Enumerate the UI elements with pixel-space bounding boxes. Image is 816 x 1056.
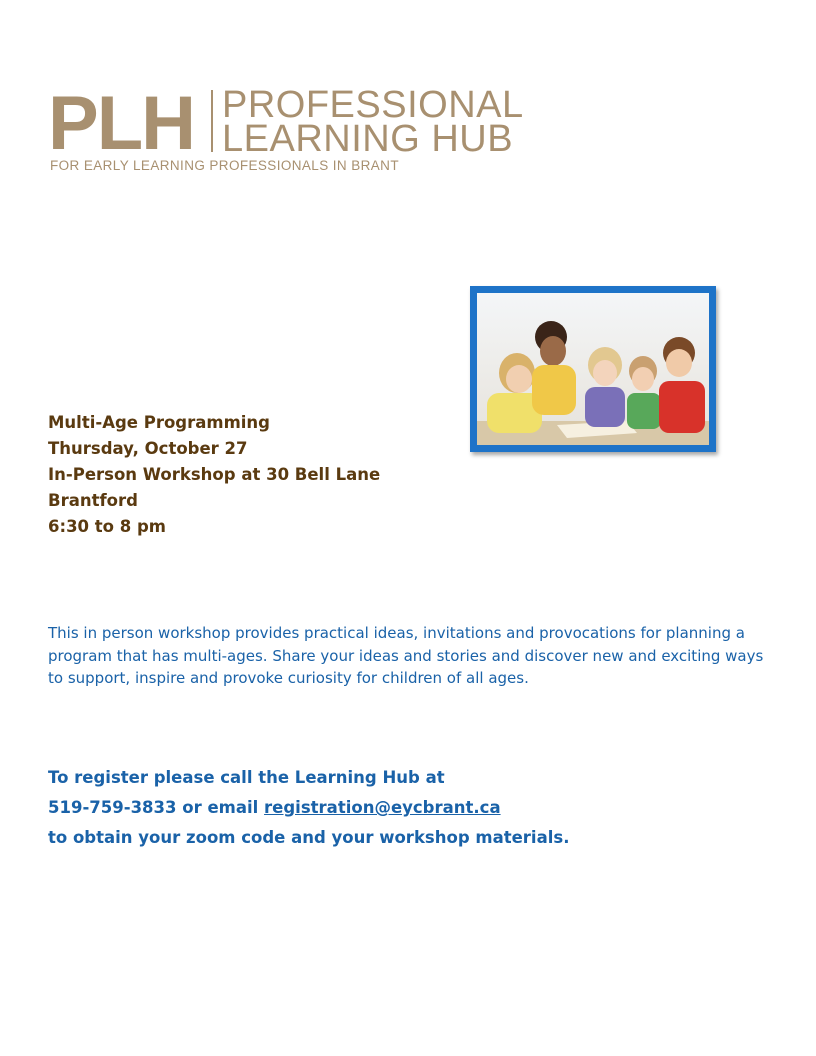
- photo-frame: [470, 286, 716, 452]
- logo-title-line1: PROFESSIONAL: [222, 84, 524, 126]
- event-title: Multi-Age Programming: [48, 413, 270, 432]
- event-time: 6:30 to 8 pm: [48, 517, 166, 536]
- workshop-description: This in person workshop provides practical ideas, invitations and provocations for planning a program that has multi-ages. Share your ideas and stories and discover new and exciting ways to support, inspire and provoke curiosity for children of all ages.: [48, 624, 764, 687]
- logo-abbrev: PLH: [48, 81, 194, 166]
- children-reading-photo: [477, 293, 709, 445]
- logo-title: [222, 84, 524, 160]
- event-details: [48, 410, 380, 540]
- register-line2: [48, 793, 569, 823]
- event-date: Thursday, October 27: [48, 439, 248, 458]
- registration-info: [48, 763, 569, 853]
- event-location: In-Person Workshop at 30 Bell Lane: [48, 465, 381, 484]
- logo-divider: [211, 90, 213, 152]
- register-line3: to obtain your zoom code and your workshop materials.: [48, 828, 570, 847]
- logo-title-line2: LEARNING HUB: [222, 118, 514, 160]
- logo-tagline: FOR EARLY LEARNING PROFESSIONALS IN BRANT: [50, 158, 399, 173]
- register-phone-text: 519-759-3833 or email: [48, 798, 265, 817]
- plh-logo: [48, 81, 608, 178]
- register-line1: To register please call the Learning Hub at: [48, 768, 445, 787]
- event-city: Brantford: [48, 491, 138, 510]
- registration-email-link[interactable]: registration@eycbrant.ca: [264, 798, 501, 817]
